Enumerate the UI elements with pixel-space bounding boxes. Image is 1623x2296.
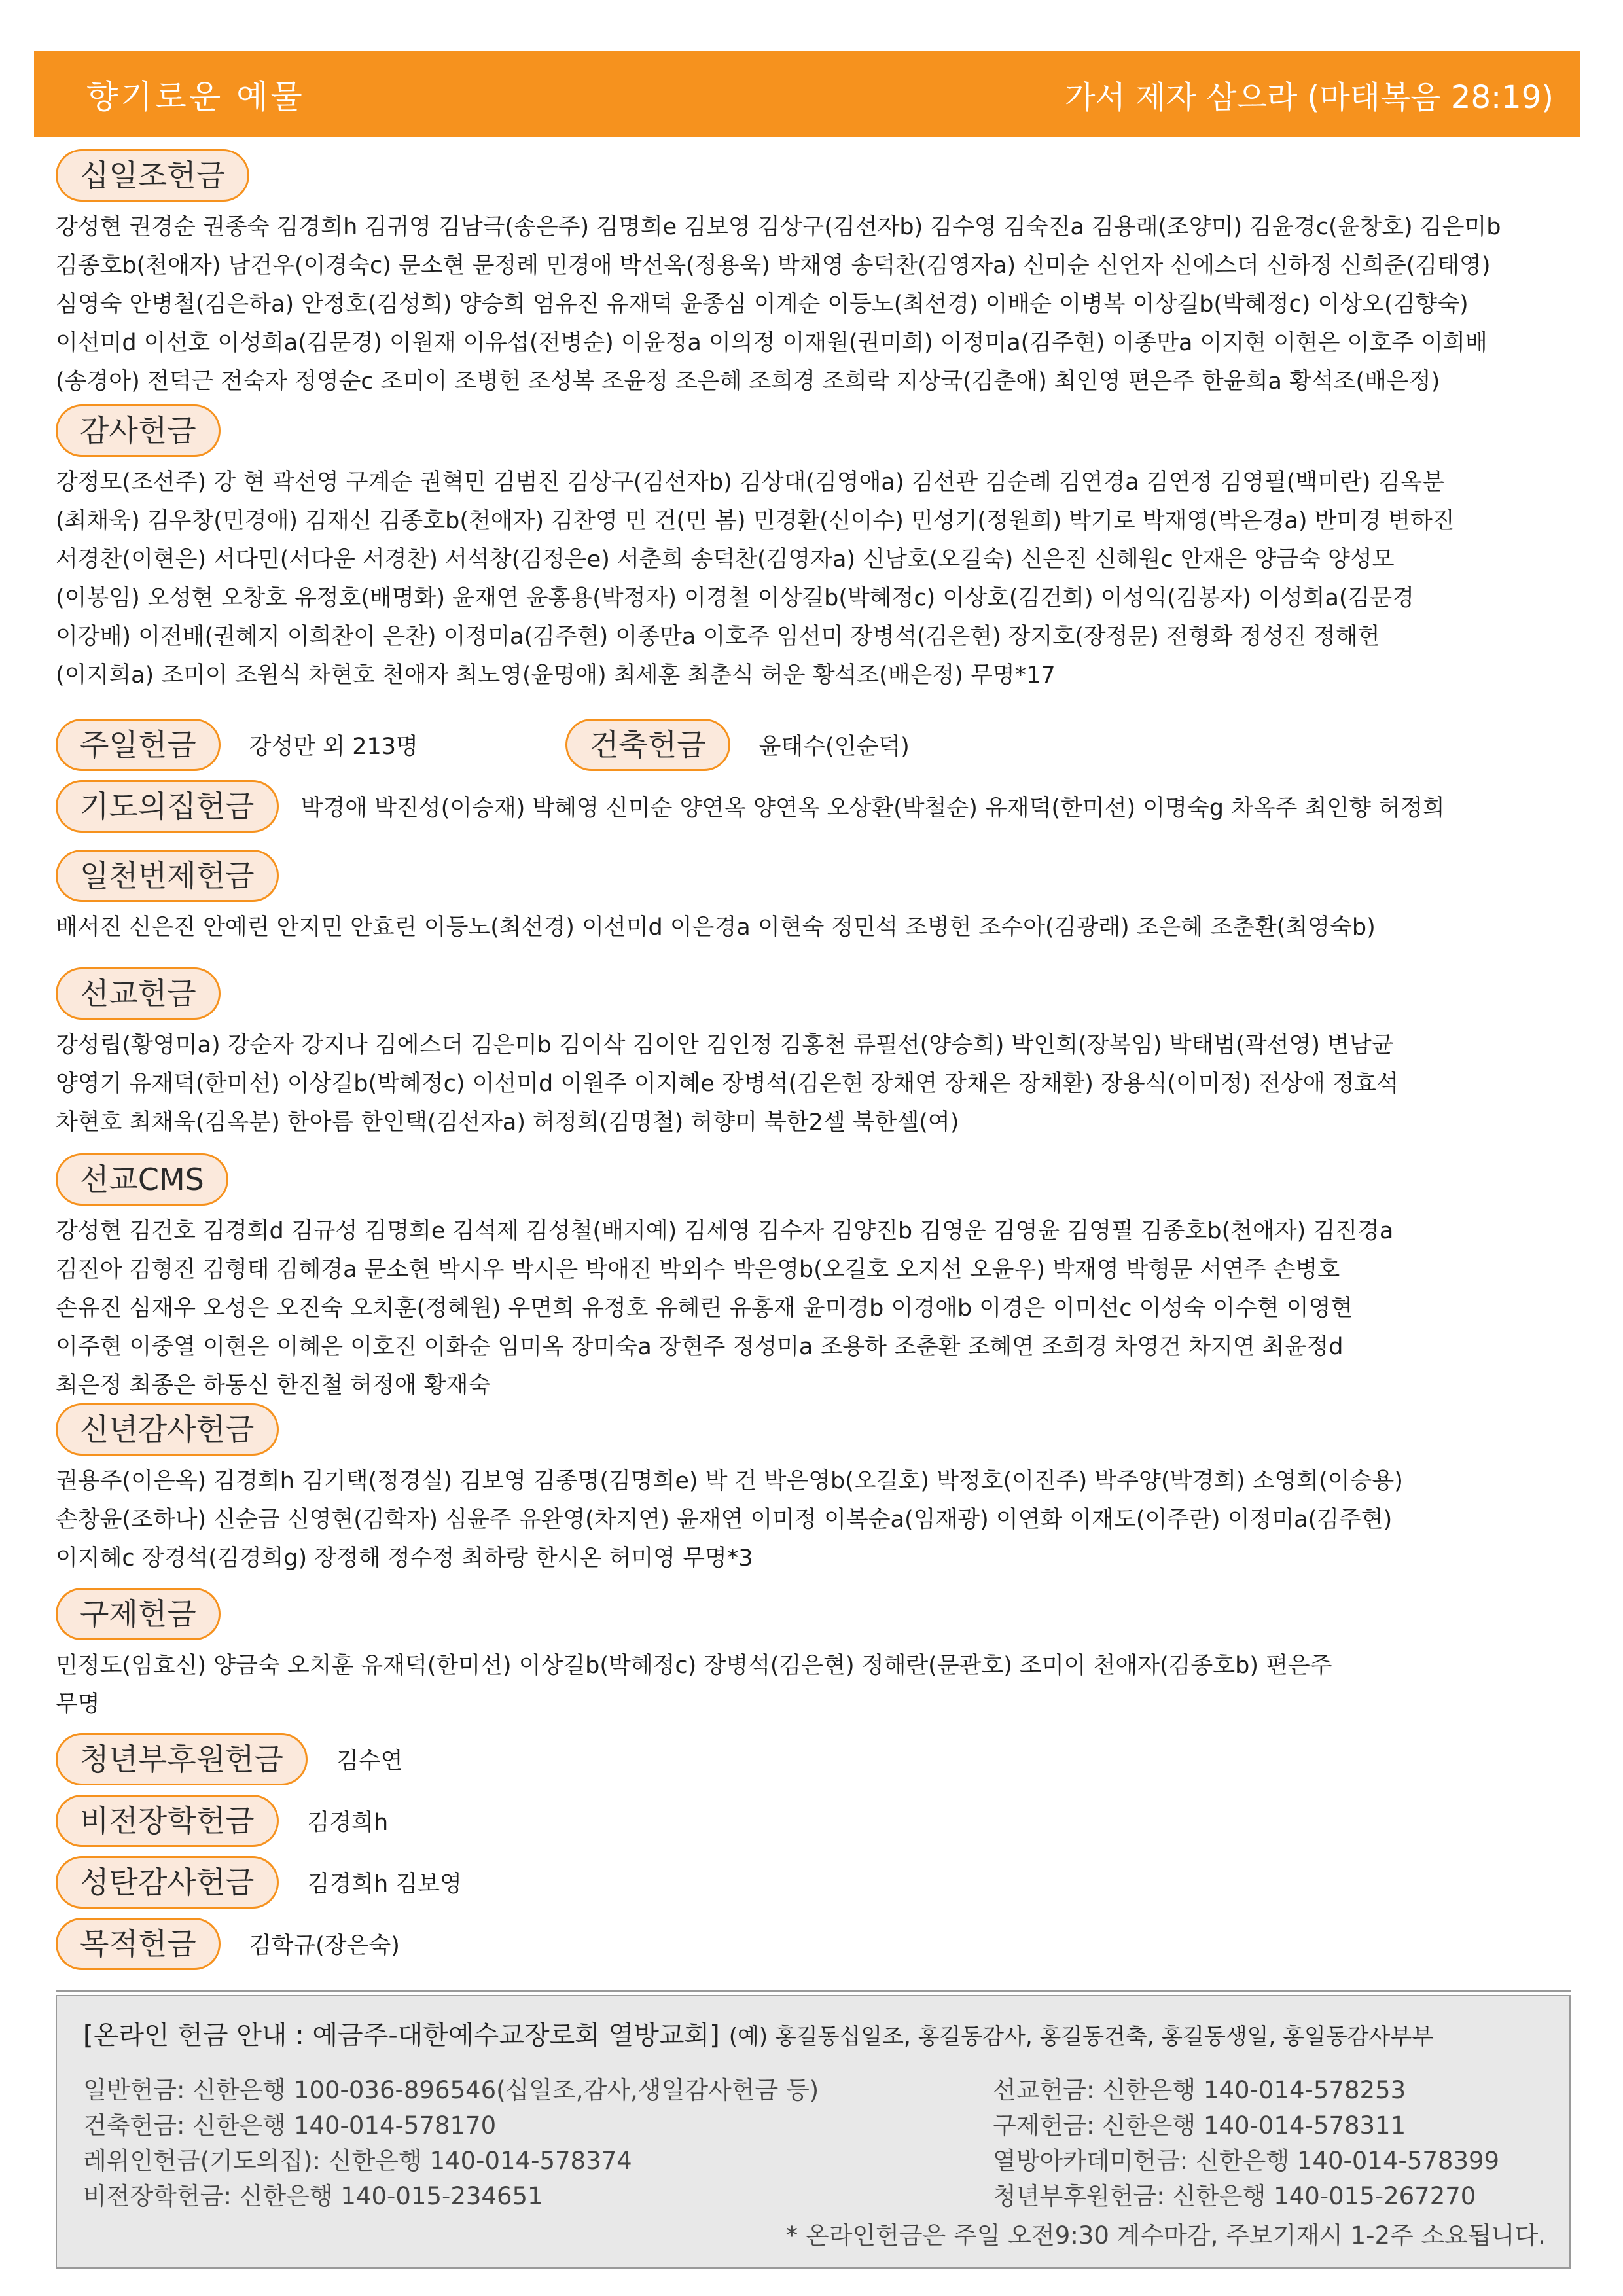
names: 김경희h 김보영 — [307, 1871, 462, 1897]
name-line: 김종호b(천애자) 남건우(이경숙c) 문소현 문정례 민경애 박선옥(정용욱) 박채영 송덕찬(김영자a) 신미순 신언자 신에스더 신하정 신희준(김태영) — [56, 253, 1491, 279]
name-line: (송경아) 전덕근 전숙자 정영순c 조미이 조병헌 조성복 조윤정 조은혜 조희경 조희락 지상국(김춘애) 최인영 편은주 한윤희a 황석조(배은정) — [56, 368, 1440, 395]
name-line: 강성현 김건호 김경희d 김규성 김명희e 김석제 김성철(배지예) 김세영 김수자 김양진b 김영운 김영윤 김영필 김종호b(천애자) 김진경a — [56, 1218, 1394, 1244]
name-line: 이지혜c 장경석(김경희g) 장정해 정수정 최하랑 한시온 허미영 무명*3 — [56, 1545, 753, 1571]
section-label: 선교헌금 — [56, 967, 221, 1020]
name-line: 강성립(황영미a) 강순자 강지나 김에스더 김은미b 김이삭 김이안 김인정 김홍천 류필선(양승희) 박인희(장복임) 박태범(곽선영) 변남균 — [56, 1032, 1394, 1058]
section-relief — [56, 1588, 1580, 1724]
name-list — [56, 1026, 1580, 1142]
online-note: * 온라인헌금은 주일 오전9:30 계수마감, 주보기재시 1-2주 소요됩니다. — [785, 2221, 1546, 2250]
section-sunday-building — [56, 719, 1580, 771]
names: 김경희h — [307, 1810, 389, 1836]
name-list — [56, 1462, 1580, 1578]
section-tithe — [56, 149, 1580, 401]
account-line: 일반헌금: 신한은행 100-036-896546(십일조,감사,생일감사헌금 등) — [83, 2076, 819, 2104]
section-label: 선교CMS — [56, 1153, 228, 1206]
section-label: 일천번제헌금 — [56, 850, 279, 902]
section-label: 목적헌금 — [56, 1918, 221, 1970]
section-mission — [56, 967, 1580, 1142]
names: 윤태수(인순덕) — [758, 734, 910, 760]
section-vision — [56, 1795, 1580, 1847]
name-line: 손유진 심재우 오성은 오진숙 오치훈(정혜원) 우면희 유정호 유혜린 유홍재 윤미경b 이경애b 이경은 이미선c 이성숙 이수현 이영현 — [56, 1295, 1353, 1321]
section-thanksgiving — [56, 404, 1580, 695]
account-line: 비전장학헌금: 신한은행 140-015-234651 — [83, 2182, 543, 2210]
name-line: 강정모(조선주) 강 현 곽선영 구계순 권혁민 김범진 김상구(김선자b) 김상대(김영애a) 김선관 김순례 김연경a 김연정 김영필(백미란) 김옥분 — [56, 469, 1445, 495]
name-list — [56, 463, 1580, 695]
name-line: (최채욱) 김우창(민경애) 김재신 김종호b(천애자) 김찬영 민 건(민 봄) 민경환(신이수) 민성기(정원희) 박기로 박재영(박은경a) 반미경 변하진 — [56, 508, 1455, 534]
name-line: 강성현 권경순 권종숙 김경희h 김귀영 김남극(송은주) 김명희e 김보영 김상구(김선자b) 김수영 김숙진a 김용래(조양미) 김윤경c(윤창호) 김은미b — [56, 214, 1501, 240]
name-line: 이주현 이중열 이현은 이혜은 이호진 이화순 임미옥 장미숙a 장현주 정성미a 조용하 조춘환 조혜연 조희경 차영건 차지연 최윤정d — [56, 1334, 1344, 1360]
section-christmas — [56, 1856, 1580, 1909]
section-label: 십일조헌금 — [56, 149, 249, 202]
online-title: [온라인 헌금 안내 : 예금주-대한예수교장로회 열방교회] — [83, 2020, 720, 2051]
name-line: 무명 — [56, 1691, 100, 1717]
names: 김수연 — [336, 1748, 403, 1774]
section-label: 구제헌금 — [56, 1588, 221, 1640]
name-list — [56, 1212, 1580, 1405]
name-line: 배서진 신은진 안예린 안지민 안효린 이등노(최선경) 이선미d 이은경a 이현숙 정민석 조병헌 조수아(김광래) 조은혜 조춘환(최영숙b) — [56, 914, 1376, 941]
section-mission-cms — [56, 1153, 1580, 1405]
name-line: 서경찬(이현은) 서다민(서다운 서경찬) 서석창(김정은e) 서춘희 송덕찬(김영자a) 신남호(오길숙) 신은진 신혜원c 안재은 양금숙 양성모 — [56, 547, 1395, 573]
account-column-left — [83, 2073, 993, 2214]
name-line: 이선미d 이선호 이성희a(김문경) 이원재 이유섭(전병순) 이윤정a 이의정 이재원(권미희) 이정미a(김주현) 이종만a 이지현 이현은 이호주 이희배 — [56, 330, 1488, 356]
account-column-right — [993, 2073, 1499, 2214]
name-line: 민정도(임효신) 양금숙 오치훈 유재덕(한미선) 이상길b(박혜정c) 장병석(김은현) 정해란(문관호) 조미이 천애자(김종호b) 편은주 — [56, 1653, 1332, 1679]
name-line: 권용주(이은옥) 김경희h 김기택(정경실) 김보영 김종명(김명희e) 박 건 박은영b(오길호) 박정호(이진주) 박주양(박경희) 소영희(이승용) — [56, 1468, 1403, 1494]
section-label: 비전장학헌금 — [56, 1795, 279, 1847]
section-label: 주일헌금 — [56, 719, 221, 771]
section-label: 건축헌금 — [565, 719, 730, 771]
account-line: 레위인헌금(기도의집): 신한은행 140-014-578374 — [83, 2147, 632, 2175]
account-line: 건축헌금: 신한은행 140-014-578170 — [83, 2111, 497, 2140]
name-list — [56, 908, 1580, 947]
header-title: 향기로운 예물 — [86, 78, 305, 116]
online-example: (예) 홍길동십일조, 홍길동감사, 홍길동건축, 홍길동생일, 홍일동감사부부 — [728, 2024, 1434, 2050]
section-label: 청년부후원헌금 — [56, 1733, 308, 1785]
section-youth — [56, 1733, 1580, 1785]
name-line: 차현호 최채욱(김옥분) 한아름 한인택(김선자a) 허정희(김명철) 허향미 북한2셀 북한셀(여) — [56, 1109, 959, 1136]
name-list — [56, 1647, 1580, 1724]
name-line: 양영기 유재덕(한미선) 이상길b(박혜정c) 이선미d 이원주 이지혜e 장병석(김은현 장채연 장채은 장채환) 장용식(이미정) 전상애 정효석 — [56, 1071, 1399, 1097]
name-line: (이지희a) 조미이 조원식 차현호 천애자 최노영(윤명애) 최세훈 최춘식 허운 황석조(배은정) 무명*17 — [56, 662, 1056, 689]
name-line: 김진아 김형진 김형태 김혜경a 문소현 박시우 박시은 박애진 박외수 박은영b(오길호 오지선 오윤우) 박재영 박형문 서연주 손병호 — [56, 1257, 1340, 1283]
name-line: 이강배) 이전배(권혜지 이희찬이 은찬) 이정미a(김주현) 이종만a 이호주 임선미 장병석(김은현) 장지호(장정문) 전형화 정성진 정해헌 — [56, 624, 1380, 650]
account-list — [83, 2073, 1550, 2214]
name-list — [56, 208, 1580, 401]
online-headline — [83, 2015, 1550, 2052]
names: 박경애 박진성(이승재) 박혜영 신미순 양연옥 양연옥 오상환(박철순) 유재덕(한미선) 이명숙g 차옥주 최인향 허정희 — [300, 795, 1445, 821]
section-label: 기도의집헌금 — [56, 780, 279, 833]
section-label: 신년감사헌금 — [56, 1403, 279, 1456]
name-line: 최은정 최종은 하동신 한진철 허정애 황재숙 — [56, 1372, 491, 1399]
section-new-year — [56, 1403, 1580, 1578]
section-designated — [56, 1918, 1580, 1970]
account-line: 청년부후원헌금: 신한은행 140-015-267270 — [993, 2182, 1476, 2210]
section-label: 감사헌금 — [56, 404, 221, 457]
account-line: 구제헌금: 신한은행 140-014-578311 — [993, 2111, 1406, 2140]
name-line: 손창윤(조하나) 신순금 신영현(김학자) 심윤주 유완영(차지연) 윤재연 이미정 이복순a(임재광) 이연화 이재도(이주란) 이정미a(김주현) — [56, 1507, 1393, 1533]
section-label: 성탄감사헌금 — [56, 1856, 279, 1909]
account-line: 열방아카데미헌금: 신한은행 140-014-578399 — [993, 2147, 1500, 2175]
section-prayer-house — [56, 780, 1580, 833]
header-verse: 가서 제자 삼으라 (마태복음 28:19) — [1065, 79, 1554, 116]
name-line: 심영숙 안병철(김은하a) 안정호(김성희) 양승희 엄유진 유재덕 윤종심 이계순 이등노(최선경) 이배순 이병복 이상길b(박혜정c) 이상오(김향숙) — [56, 291, 1469, 317]
names: 김학규(장은숙) — [249, 1933, 400, 1959]
online-offering-box — [56, 1995, 1571, 2269]
section-thousand — [56, 850, 1580, 947]
account-line: 선교헌금: 신한은행 140-014-578253 — [993, 2076, 1406, 2104]
names: 강성만 외 213명 — [249, 734, 418, 760]
page-header — [34, 51, 1580, 137]
name-line: (이봉임) 오성현 오창호 유정호(배명화) 윤재연 윤홍용(박정자) 이경철 이상길b(박혜정c) 이상호(김건희) 이성익(김봉자) 이성희a(김문경 — [56, 585, 1414, 611]
